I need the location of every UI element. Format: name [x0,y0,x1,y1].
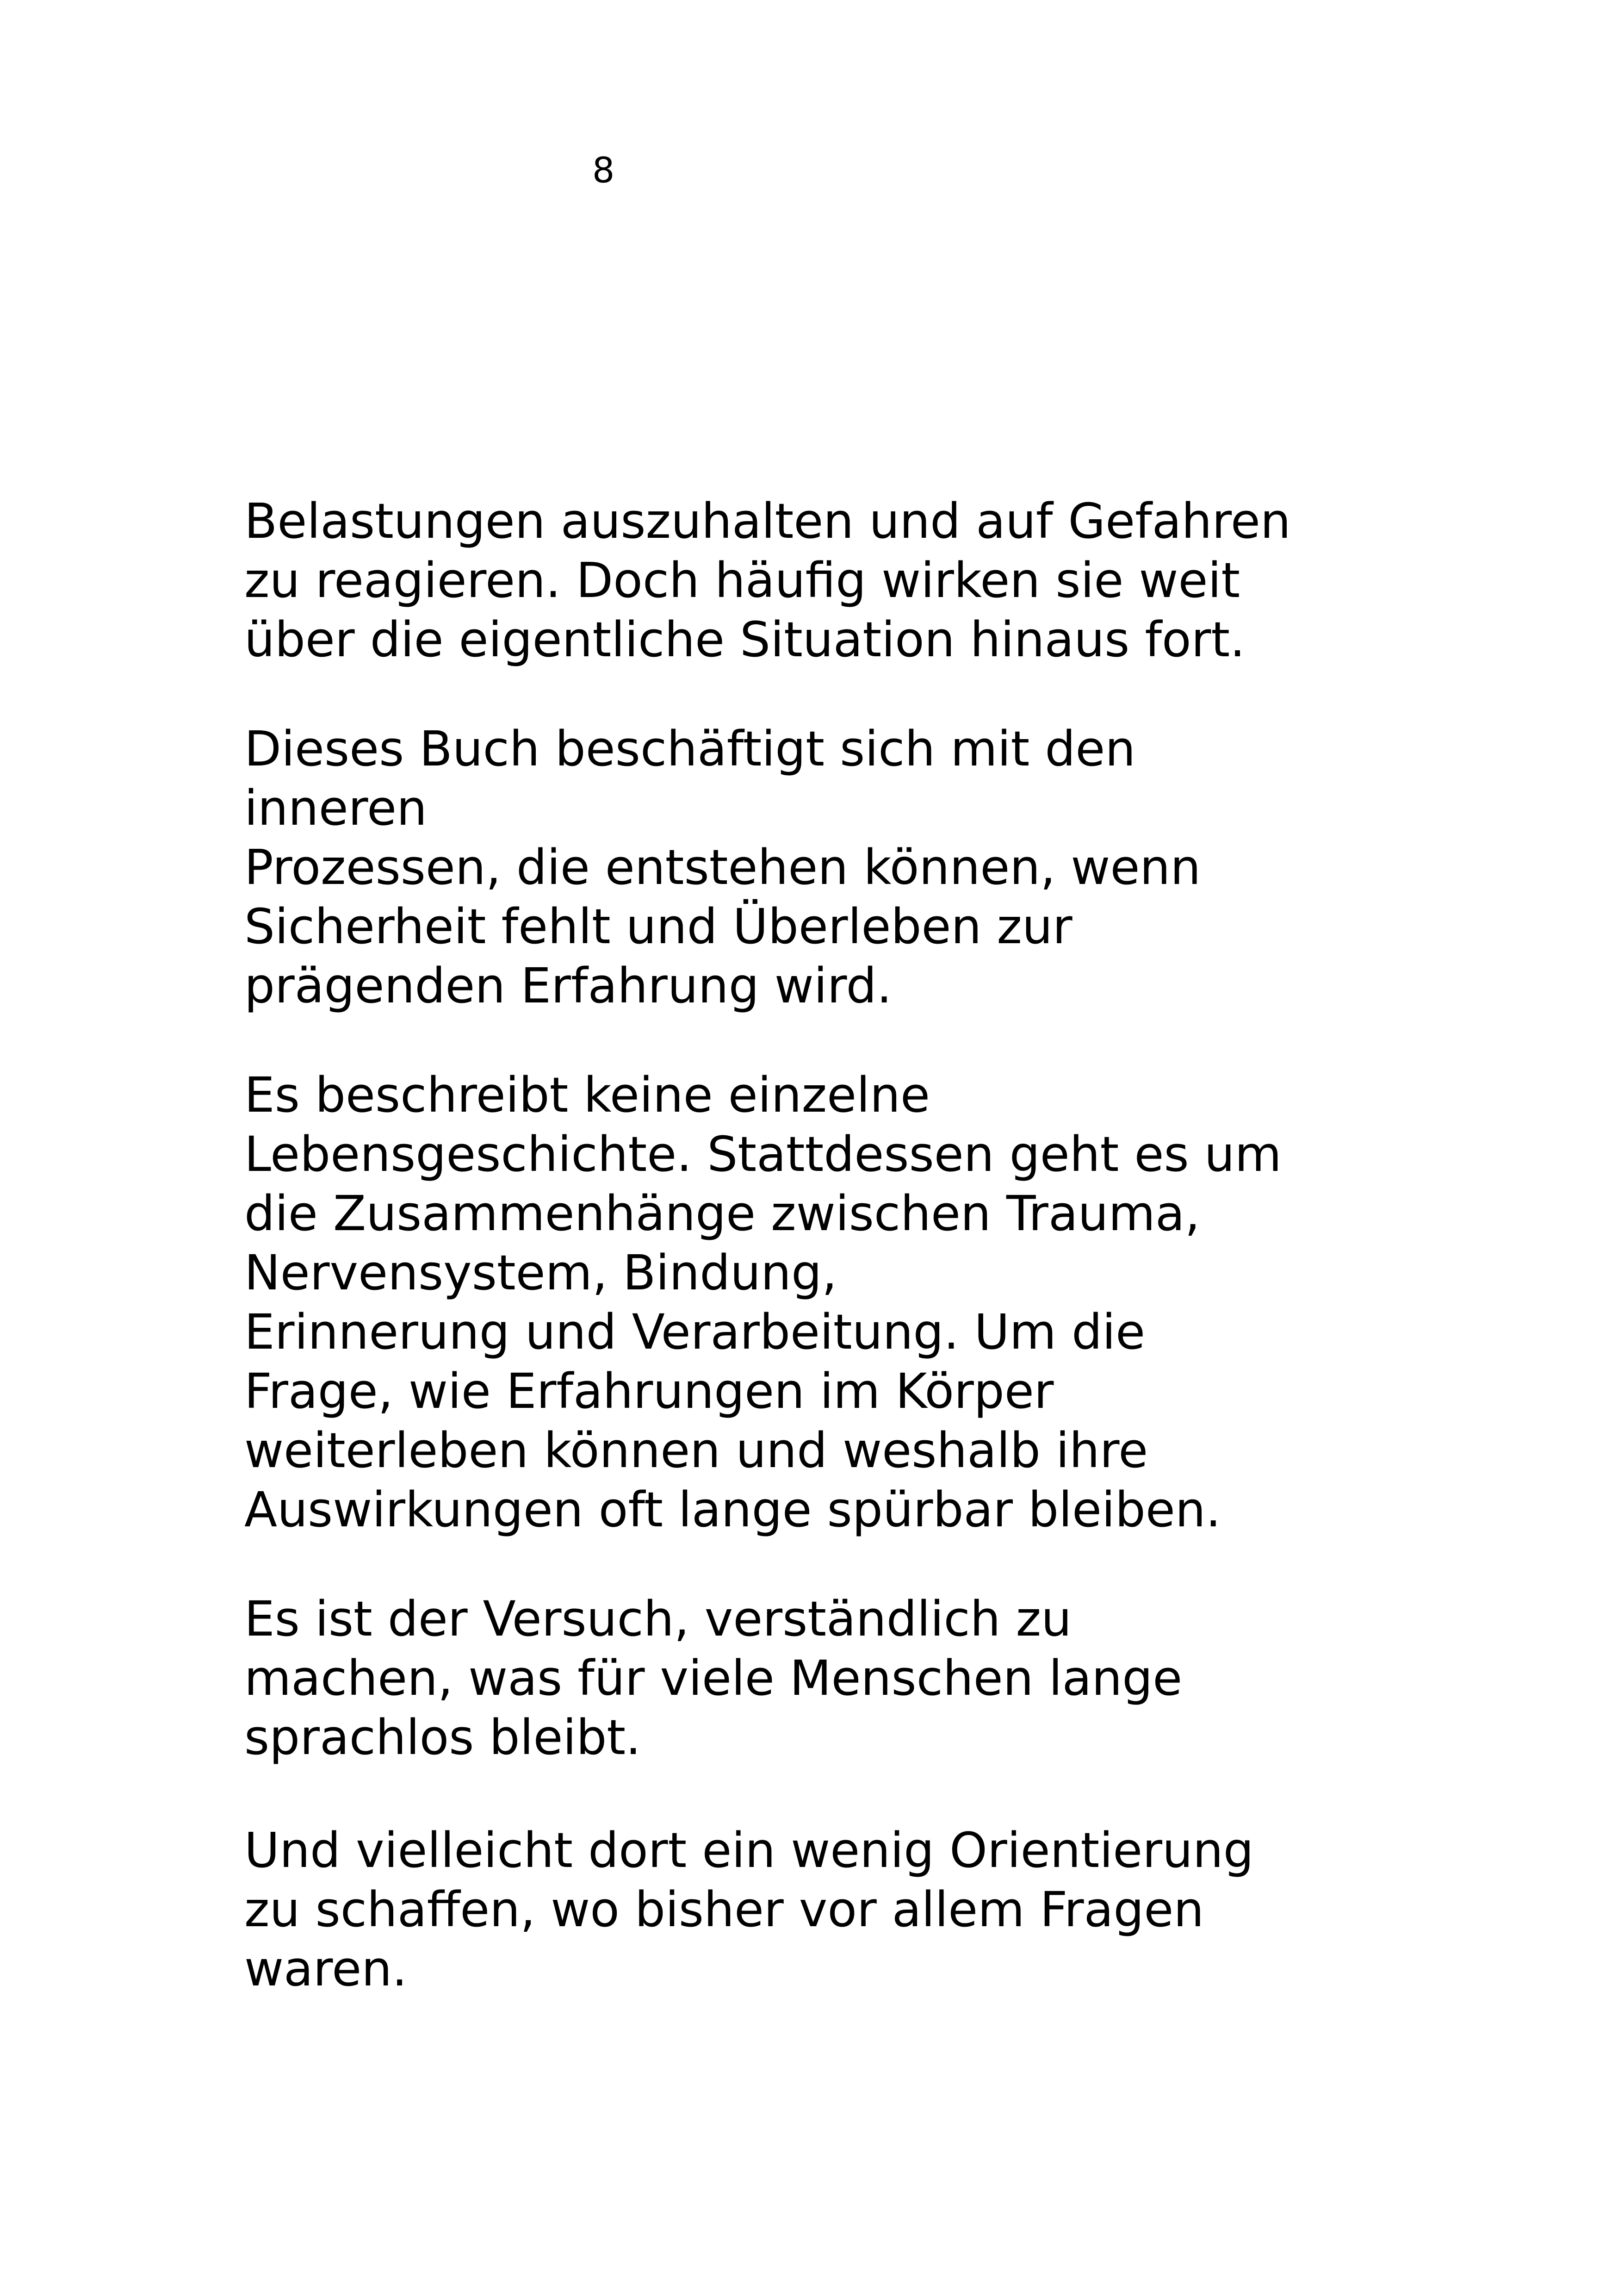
paragraph-5 [244,1821,1355,1998]
text-line: Es beschreibt keine einzelne [244,1067,930,1123]
text-line: Nervensystem, Bindung, [244,1244,837,1301]
text-line: Prozessen, die entstehen können, wenn [244,839,1201,896]
text-line: zu schaffen, wo bisher vor allem Fragen [244,1881,1204,1938]
text-line: Frage, wie Erfahrungen im Körper [244,1363,1054,1419]
text-line: Lebensgeschichte. Stattdessen geht es um [244,1126,1282,1182]
text-line: Dieses Buch beschäftigt sich mit den [244,721,1136,777]
text-line: Und vielleicht dort ein wenig Orientierung [244,1822,1254,1879]
text-line: Belastungen auszuhalten und auf Gefahren [244,493,1291,549]
paragraph-3 [244,1065,1355,1539]
text-line: Es ist der Versuch, verständlich zu [244,1591,1072,1647]
paragraph-1 [244,492,1355,669]
text-line: weiterleben können und weshalb ihre [244,1422,1148,1479]
paragraph-2 [244,719,1355,1015]
text-line: machen, was für viele Menschen lange [244,1650,1183,1706]
text-line: prägenden Erfahrung wird. [244,958,892,1014]
text-line: die Zusammenhänge zwischen Trauma, [244,1185,1200,1242]
page-number: 8 [592,149,615,191]
text-line: Auswirkungen oft lange spürbar bleiben. [244,1481,1221,1538]
text-line: Erinnerung und Verarbeitung. Um die [244,1304,1146,1360]
text-line: waren. [244,1941,408,1997]
text-line: zu reagieren. Doch häufig wirken sie weit [244,552,1240,609]
text-line: über die eigentliche Situation hinaus fort. [244,611,1246,668]
body-text [244,492,1355,1998]
text-line: sprachlos bleibt. [244,1709,641,1766]
paragraph-4 [244,1589,1355,1767]
text-line: Sicherheit fehlt und Überleben zur [244,898,1072,955]
text-line: inneren [244,780,428,836]
